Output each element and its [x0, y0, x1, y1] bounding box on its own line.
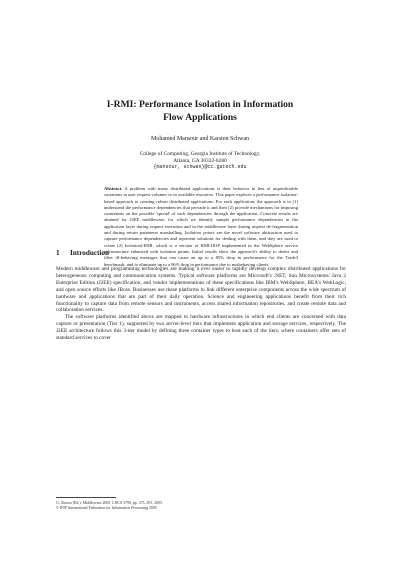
abstract-label: Abstract. [104, 186, 123, 191]
title-line-2: Flow Applications [163, 112, 237, 123]
section-number: 1 [56, 249, 60, 257]
footnote-line-2: © IFIP International Federation for Information Processing 2005 [56, 506, 157, 510]
footnote [56, 501, 346, 511]
abstract-text-1: A problem with many distributed applications is their behavior in lieu of unpredictable variations in user request volumes or in available resources. This paper explores a performance isolation-based approach to creating robust distributed applications. For each application, the approach is to (1) understand the performance dependencies that pervade it and then (2) provide mechanisms for imposing constraints on the possible 'spread' of such dependencies through the application. Concrete results are attained for J2EE middleware, for which we identify sample performance dependencies in the application layer during request execution and in the middleware layer during request de-fragmentation and during return parameter marshalling. [104, 186, 298, 236]
body-paragraph-1: Modern middleware and programming technologies are making it ever easier to rapidly develop complex distributed applications for heterogeneous computing and communication systems. Typical software platforms are Microsoft's .NET, Sun Microsystems' Java 2 Enterprise Edition (J2EE) specification, and vendor implementations of these specifications like IBM's WebSphere, BEA's WebLogic, and open source efforts like JBoss. Businesses use these platforms to link different enterprise components across the wide spectrum of hardware and applications that are part of their daily operation. Science and engineering applications benefit from their rich functionality to capture data from remote sensors and instruments, access shared information repositories, and create remote data and collaboration services. [56, 266, 346, 314]
section-heading [56, 249, 346, 258]
affiliation-line-2: Atlanta, GA 30332-0280 [173, 157, 227, 164]
section-title: Introduction [70, 249, 110, 257]
abstract-text-2: are the novel software abstraction used to capture performance dependencies and represent solutions for dealing with them, and they are used to create (2) Isolation)-RMI, which is a version of RMI-IIOP implemented in the WebSphere service infrastructure enhanced with isolation points. Initial results show the approach's ability to detect and filter ill-behaving messages that can cause an up to a 85% drop in performance for the Trade3 benchmark, and to eliminate up to a 96% drop in performance due to misbehaving clients. [104, 230, 299, 267]
body-text [56, 266, 346, 342]
body-paragraph-2: The software platforms identified above are mapped to hardware infrastructures in which end clients are concerned with data capture or presentation (Tier 1), supported by two server-level tiers that implement application and storage services, respectively. The J2EE architecture follows this 3-tier model by defining three container types to host each of the tiers, where containers offer sets of standard services to cover [56, 314, 346, 342]
author-list: Mohamed Mansour and Karsten Schwan [151, 136, 249, 142]
title-line-1: I-RMI: Performance Isolation in Information [106, 99, 294, 110]
footnote-rule [56, 497, 116, 498]
abstract-italic-term: Isolation points [184, 230, 215, 236]
paper-title [60, 98, 340, 124]
footnote-line-1: G. Alonso (Ed.): Middleware 2005, LNCS 3790, pp. 375–391, 2005. [56, 501, 163, 505]
affiliation-email: {mansour, schwan}@cc.gatech.edu [153, 164, 247, 171]
affiliation [60, 151, 340, 171]
affiliation-line-1: College of Computing, Georgia Institute of Technology, [139, 151, 261, 157]
